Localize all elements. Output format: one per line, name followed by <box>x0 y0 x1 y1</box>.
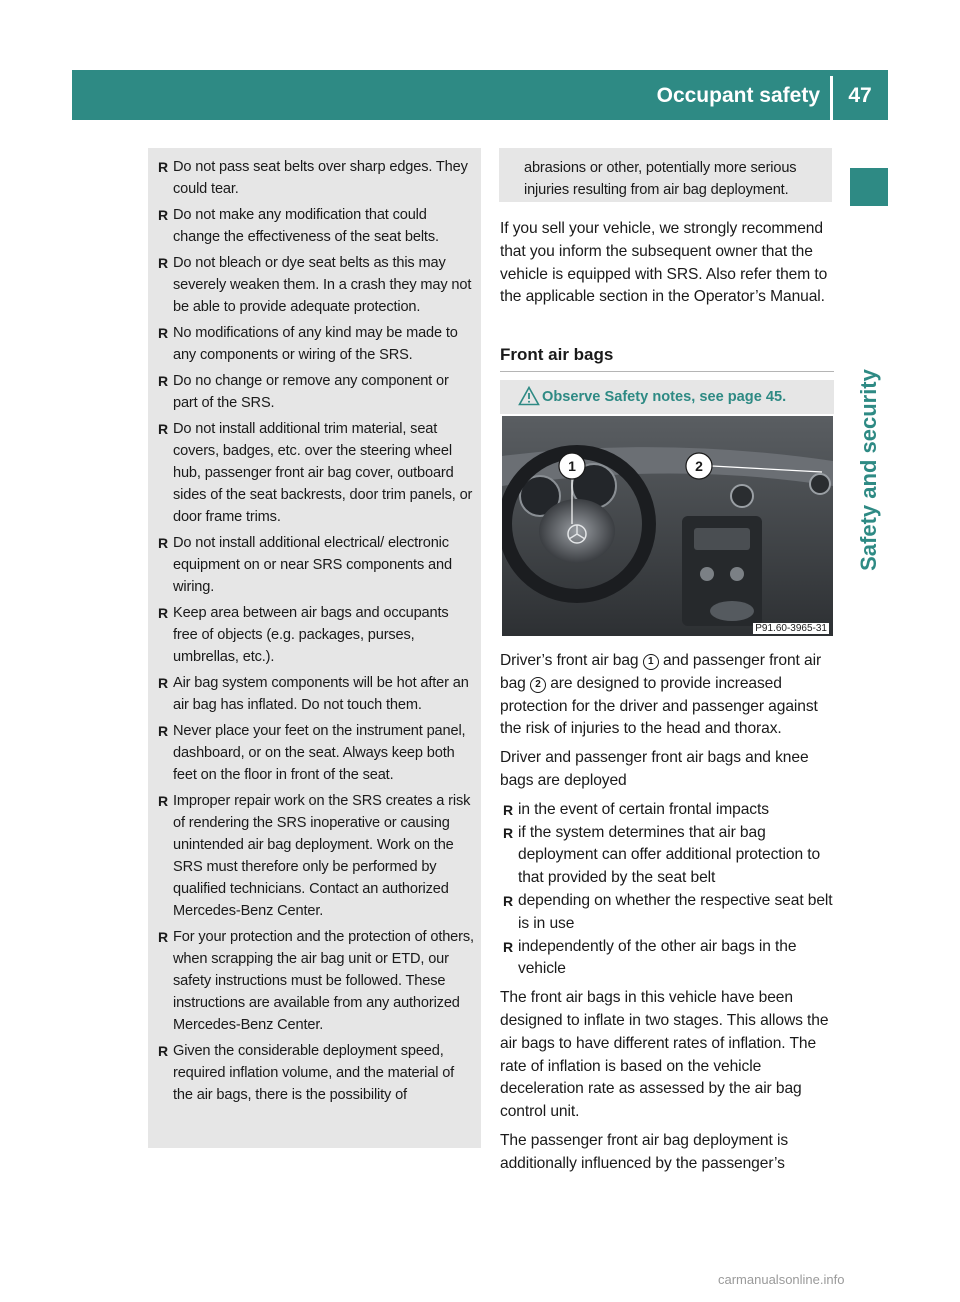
bullet-marker: R <box>158 207 168 223</box>
bullet-marker: R <box>158 373 168 389</box>
warning-item-text: Never place your feet on the instrument panel, dashboard, or on the seat. Always keep both feet on the floor in front of the seat. <box>173 723 466 783</box>
intro-part-b: and passenger front air bag <box>500 652 822 692</box>
cockpit-illustration <box>502 416 833 636</box>
warning-item-text: Do not pass seat belts over sharp edges. They could tear. <box>173 159 468 197</box>
warning-item-text: Improper repair work on the SRS creates a risk of rendering the SRS inoperative or causing unintended air bag deployment. Work on the SRS must therefore only be performed by qualified technicians. Contact an authorized Mercedes-Benz Center. <box>173 793 471 919</box>
sell-vehicle-text: If you sell your vehicle, we strongly recommend that you inform the subsequent owner that the vehicle is equipped with SRS. Also refer them to the applicable section in the Operator’s Manual. <box>500 220 828 306</box>
warning-list-item <box>148 204 481 248</box>
chapter-label-text: Safety and security <box>856 369 881 571</box>
front-airbags-intro <box>500 650 834 741</box>
warning-list-item <box>148 720 481 786</box>
bullet-marker: R <box>503 801 514 818</box>
warning-box-left <box>148 148 481 1148</box>
warning-item-text: For your protection and the protection of others, when scrapping the air bag unit or ETD, our safety instructions must be followed. These instructions are available from any authorized Mercedes-Benz Center. <box>173 929 474 1033</box>
watermark: carmanualsonline.info <box>718 1272 845 1287</box>
bullet-marker: R <box>158 723 168 739</box>
sell-vehicle-paragraph <box>500 218 834 315</box>
warning-list-item <box>148 156 481 200</box>
warning-list-item <box>148 370 481 414</box>
bullet-marker: R <box>158 605 168 621</box>
bullet-marker: R <box>158 325 168 341</box>
warning-continued-text: abrasions or other, potentially more serious injuries resulting from air bag deployment. <box>524 160 797 198</box>
condition-list-item <box>500 799 834 822</box>
warning-item-text: Given the considerable deployment speed, required inflation volume, and the material of the air bags, there is the possibility of <box>173 1043 455 1103</box>
header-divider <box>830 76 833 120</box>
condition-text: depending on whether the respective seat belt is in use <box>518 891 833 932</box>
page-header <box>72 70 888 120</box>
bullet-marker: R <box>158 793 168 809</box>
bullet-marker: R <box>158 159 168 175</box>
condition-text: independently of the other air bags in the vehicle <box>518 937 797 978</box>
warning-item-text: Air bag system components will be hot after an air bag has inflated. Do not touch them. <box>173 675 469 713</box>
warning-item-text: Do not bleach or dye seat belts as this may severely weaken them. In a crash they may not be able to provide adequate protection. <box>173 255 472 315</box>
page-number: 47 <box>848 84 872 107</box>
section-heading: Front air bags <box>500 345 834 372</box>
warning-list-item <box>148 926 481 1036</box>
condition-text: if the system determines that air bag deployment can offer additional protection to that provided by the seat belt <box>518 823 821 887</box>
deployed-intro: Driver and passenger front air bags and knee bags are deployed <box>500 749 809 789</box>
warning-list-item <box>148 322 481 366</box>
warning-list-item <box>148 790 481 922</box>
warning-item-text: No modifications of any kind may be made to any components or wiring of the SRS. <box>173 325 458 363</box>
warning-list <box>148 148 481 1106</box>
chapter-side-label <box>848 220 890 720</box>
section-title: Occupant safety <box>656 84 820 107</box>
front-airbags-body <box>500 650 834 1182</box>
passenger-airbag-paragraph: The passenger front air bag deployment is additionally influenced by the passenger’s <box>500 1131 789 1172</box>
inflation-stages-paragraph: The front air bags in this vehicle have been designed to inflate in two stages. This allows the air bags to have different rates of inflation. The rate of inflation is based on the vehicle deceleration rate as assessed by the air bag control unit. <box>500 989 829 1121</box>
warning-triangle-icon <box>518 386 540 406</box>
warning-list-item <box>148 602 481 668</box>
callout-ref-2: 2 <box>530 677 546 693</box>
warning-item-text: Do not install additional trim material, seat covers, badges, etc. over the steering wheel hub, passenger front air bag cover, outboard sides of the seat backrests, door trim panels, or door frame trims. <box>173 421 473 525</box>
bullet-marker: R <box>158 675 168 691</box>
deployment-conditions-list <box>500 799 834 981</box>
warning-list-item <box>148 672 481 716</box>
cockpit-drawing <box>502 416 833 636</box>
safety-note-link[interactable]: Observe Safety notes, see page 45. <box>542 389 787 405</box>
image-reference-code: P91.60-3965-31 <box>755 623 827 634</box>
callout-2: 2 <box>695 458 703 474</box>
condition-list-item <box>500 822 834 890</box>
chapter-tab-marker <box>850 168 888 206</box>
condition-list-item <box>500 936 834 982</box>
warning-list-item <box>148 532 481 598</box>
bullet-marker: R <box>158 929 168 945</box>
safety-note-box <box>500 380 834 414</box>
intro-part-c: are designed to provide increased protection for the driver and passenger against the risk of injuries to the head and thorax. <box>500 674 818 738</box>
warning-list-item <box>148 252 481 318</box>
warning-item-text: Do not install additional electrical/ electronic equipment on or near SRS components and wiring. <box>173 535 452 595</box>
bullet-marker: R <box>503 938 514 955</box>
condition-list-item <box>500 890 834 936</box>
bullet-marker: R <box>503 892 514 909</box>
condition-text: in the event of certain frontal impacts <box>518 800 769 818</box>
intro-part-a: Driver’s front air bag <box>500 652 639 669</box>
callout-1: 1 <box>568 458 576 474</box>
bullet-marker: R <box>158 421 168 437</box>
bullet-marker: R <box>158 255 168 271</box>
bullet-marker: R <box>158 1043 168 1059</box>
warning-item-text: Do not make any modification that could change the effectiveness of the seat belts. <box>173 207 439 245</box>
warning-box-continued <box>499 148 832 202</box>
warning-item-text: Keep area between air bags and occupants free of objects (e.g. packages, purses, umbrellas, etc.). <box>173 605 449 665</box>
warning-list-item <box>148 1040 481 1106</box>
bullet-marker: R <box>503 824 514 841</box>
callout-ref-1: 1 <box>643 654 659 670</box>
warning-item-text: Do no change or remove any component or part of the SRS. <box>173 373 449 411</box>
warning-list-item <box>148 418 481 528</box>
bullet-marker: R <box>158 535 168 551</box>
